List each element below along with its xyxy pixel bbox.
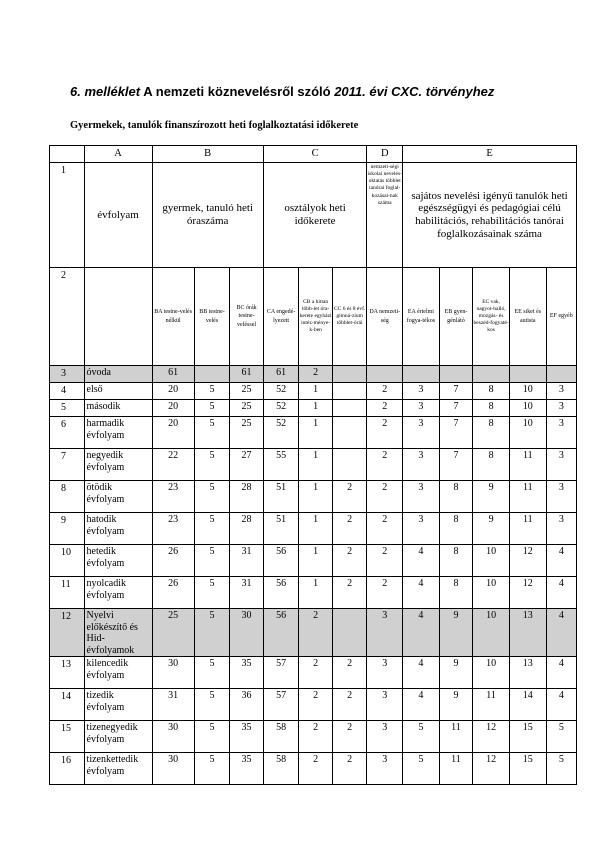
grade-name: hatodik évfolyam <box>84 513 152 545</box>
cell-ef: 3 <box>546 449 576 481</box>
header-row-2 <box>50 268 577 366</box>
cell-cb: 1 <box>299 400 332 417</box>
cell-ee: 11 <box>509 449 546 481</box>
cell-ec: 10 <box>473 545 510 577</box>
row-number: 14 <box>50 689 85 721</box>
cell-cc <box>332 449 367 481</box>
cell-bb: 5 <box>194 609 230 657</box>
header-row-1 <box>50 163 577 268</box>
cell-eb: 7 <box>439 449 472 481</box>
cell-ec: 8 <box>473 449 510 481</box>
cell-ee: 15 <box>509 753 546 785</box>
cell-ef: 3 <box>546 481 576 513</box>
col-letter-d: D <box>367 146 403 163</box>
cell-bc: 25 <box>230 383 263 400</box>
header-evfolyam: évfolyam <box>84 163 152 268</box>
cell-ef: 4 <box>546 657 576 689</box>
row-number: 5 <box>50 400 85 417</box>
grade-name: nyolcadik évfolyam <box>84 577 152 609</box>
grade-name: tizenegyedik évfolyam <box>84 721 152 753</box>
title-law: 2011. évi CXC. törvényhez <box>334 84 495 99</box>
cell-eb: 9 <box>439 657 472 689</box>
cell-ea: 3 <box>403 417 440 449</box>
col-letter-b: B <box>152 146 263 163</box>
table-caption: Gyermekek, tanulók finanszírozott heti foglalkoztatási időkerete <box>70 120 359 131</box>
cell-bb: 5 <box>194 449 230 481</box>
row-number: 12 <box>50 609 85 657</box>
cell-cb: 2 <box>299 753 332 785</box>
cell-bc: 30 <box>230 609 263 657</box>
empty-cell <box>84 268 152 366</box>
cell-ee: 10 <box>509 400 546 417</box>
row-number: 6 <box>50 417 85 449</box>
table-row <box>50 513 577 545</box>
header-ca: CA engedé-lyezett <box>263 268 299 366</box>
cell-ef: 5 <box>546 753 576 785</box>
cell-ef: 4 <box>546 609 576 657</box>
grade-name: tizenkettedik évfolyam <box>84 753 152 785</box>
table-row <box>50 721 577 753</box>
cell-ea: 4 <box>403 577 440 609</box>
row-number: 16 <box>50 753 85 785</box>
cell-ee <box>509 366 546 383</box>
cell-ba: 25 <box>152 609 194 657</box>
cell-ec: 8 <box>473 400 510 417</box>
cell-cc: 2 <box>332 657 367 689</box>
cell-bb: 5 <box>194 513 230 545</box>
cell-eb: 11 <box>439 721 472 753</box>
header-bc: BC órák testne-veléssel <box>230 268 263 366</box>
cell-ee: 12 <box>509 545 546 577</box>
cell-da: 2 <box>367 449 403 481</box>
grade-name: tizedik évfolyam <box>84 689 152 721</box>
header-cb: CB a hittan több-let óra-kerete egyházi intéz-ménye-k-ben <box>299 268 332 366</box>
cell-ea: 4 <box>403 689 440 721</box>
cell-ca: 56 <box>263 545 299 577</box>
cell-ef: 4 <box>546 545 576 577</box>
cell-ee: 15 <box>509 721 546 753</box>
cell-bb: 5 <box>194 481 230 513</box>
cell-ca: 61 <box>263 366 299 383</box>
cell-cb: 1 <box>299 383 332 400</box>
cell-bb: 5 <box>194 721 230 753</box>
cell-bb: 5 <box>194 383 230 400</box>
cell-ef: 4 <box>546 689 576 721</box>
cell-ec: 8 <box>473 417 510 449</box>
cell-bb: 5 <box>194 545 230 577</box>
cell-bb <box>194 366 230 383</box>
cell-da: 2 <box>367 545 403 577</box>
cell-eb: 8 <box>439 577 472 609</box>
cell-cc <box>332 366 367 383</box>
cell-ca: 52 <box>263 400 299 417</box>
header-special-needs: sajátos nevelési igényű tanulók heti egészségügyi és pedagógiai célú habilitációs, rehabilitációs tanórai foglalkozásainak száma <box>403 163 577 268</box>
cell-eb: 7 <box>439 417 472 449</box>
grade-name: harmadik évfolyam <box>84 417 152 449</box>
cell-bc: 31 <box>230 545 263 577</box>
cell-ca: 56 <box>263 577 299 609</box>
cell-cb: 2 <box>299 657 332 689</box>
cell-ef <box>546 366 576 383</box>
cell-ba: 30 <box>152 721 194 753</box>
header-nationality: nemzeti-ségi iskolai nevelés-oktatás többlet tanórai foglal-kozásai-nak száma <box>367 163 403 268</box>
cell-ee: 10 <box>509 383 546 400</box>
cell-ee: 14 <box>509 689 546 721</box>
cell-ba: 23 <box>152 481 194 513</box>
header-ee: EE siket és autista <box>509 268 546 366</box>
header-ef: EF egyéb <box>546 268 576 366</box>
grade-name: első <box>84 383 152 400</box>
header-ba: BA testne-velés nélkül <box>152 268 194 366</box>
cell-ec: 12 <box>473 721 510 753</box>
row-number: 7 <box>50 449 85 481</box>
cell-ee: 11 <box>509 481 546 513</box>
cell-ef: 3 <box>546 400 576 417</box>
cell-ea: 3 <box>403 383 440 400</box>
cell-cb: 2 <box>299 721 332 753</box>
cell-ea: 4 <box>403 657 440 689</box>
header-bb: BB testne-velés <box>194 268 230 366</box>
col-letter-c: C <box>263 146 367 163</box>
cell-cb: 1 <box>299 481 332 513</box>
cell-ba: 20 <box>152 417 194 449</box>
cell-eb: 9 <box>439 609 472 657</box>
cell-ca: 52 <box>263 383 299 400</box>
cell-eb: 11 <box>439 753 472 785</box>
col-letter-e: E <box>403 146 577 163</box>
grade-name: kilencedik évfolyam <box>84 657 152 689</box>
table-row <box>50 609 577 657</box>
cell-bc: 25 <box>230 417 263 449</box>
cell-eb: 8 <box>439 545 472 577</box>
cell-bc: 35 <box>230 657 263 689</box>
cell-eb: 8 <box>439 513 472 545</box>
table-row <box>50 366 577 383</box>
cell-bb: 5 <box>194 400 230 417</box>
cell-da: 3 <box>367 657 403 689</box>
cell-ec: 8 <box>473 383 510 400</box>
cell-cc: 2 <box>332 721 367 753</box>
cell-ba: 30 <box>152 657 194 689</box>
column-letter-row <box>50 146 577 163</box>
col-letter-a: A <box>84 146 152 163</box>
cell-ef: 3 <box>546 383 576 400</box>
cell-ba: 20 <box>152 383 194 400</box>
table-row <box>50 481 577 513</box>
cell-ba: 20 <box>152 400 194 417</box>
cell-ea: 4 <box>403 609 440 657</box>
cell-ee: 10 <box>509 417 546 449</box>
table-row <box>50 689 577 721</box>
cell-ee: 12 <box>509 577 546 609</box>
cell-ea: 4 <box>403 545 440 577</box>
row-number: 8 <box>50 481 85 513</box>
table-row <box>50 417 577 449</box>
cell-ea: 5 <box>403 721 440 753</box>
cell-da: 3 <box>367 689 403 721</box>
cell-bc: 25 <box>230 400 263 417</box>
header-cc: CC 6 és 8 évf. gimná-zium többlet-órái <box>332 268 367 366</box>
cell-da: 3 <box>367 721 403 753</box>
cell-da <box>367 366 403 383</box>
cell-ea: 3 <box>403 481 440 513</box>
cell-cc <box>332 609 367 657</box>
cell-ef: 4 <box>546 577 576 609</box>
header-class-timeframe: osztályok heti időkerete <box>263 163 367 268</box>
cell-ec: 10 <box>473 577 510 609</box>
cell-bb: 5 <box>194 577 230 609</box>
cell-cc: 2 <box>332 513 367 545</box>
row-number: 4 <box>50 383 85 400</box>
cell-cc: 2 <box>332 545 367 577</box>
cell-da: 2 <box>367 417 403 449</box>
header-eb: EB gyen-génlátó <box>439 268 472 366</box>
cell-bc: 28 <box>230 513 263 545</box>
cell-ea <box>403 366 440 383</box>
cell-ca: 51 <box>263 513 299 545</box>
cell-bc: 35 <box>230 753 263 785</box>
cell-ef: 3 <box>546 513 576 545</box>
cell-ca: 56 <box>263 609 299 657</box>
cell-cb: 2 <box>299 366 332 383</box>
cell-bc: 28 <box>230 481 263 513</box>
cell-ca: 52 <box>263 417 299 449</box>
cell-ca: 58 <box>263 721 299 753</box>
row-number: 15 <box>50 721 85 753</box>
cell-ca: 57 <box>263 689 299 721</box>
cell-ee: 13 <box>509 657 546 689</box>
cell-cc <box>332 383 367 400</box>
cell-cb: 1 <box>299 545 332 577</box>
cell-ec: 12 <box>473 753 510 785</box>
table-row <box>50 545 577 577</box>
cell-ba: 31 <box>152 689 194 721</box>
cell-da: 3 <box>367 609 403 657</box>
cell-bb: 5 <box>194 417 230 449</box>
cell-ec <box>473 366 510 383</box>
cell-cb: 1 <box>299 417 332 449</box>
cell-eb <box>439 366 472 383</box>
cell-ba: 23 <box>152 513 194 545</box>
cell-bb: 5 <box>194 657 230 689</box>
cell-ea: 3 <box>403 513 440 545</box>
grade-name: ötödik évfolyam <box>84 481 152 513</box>
cell-ca: 57 <box>263 657 299 689</box>
grade-name: második <box>84 400 152 417</box>
corner-cell <box>50 146 85 163</box>
row-number: 2 <box>50 268 85 366</box>
row-number: 13 <box>50 657 85 689</box>
cell-ec: 11 <box>473 689 510 721</box>
cell-cb: 2 <box>299 609 332 657</box>
table-row <box>50 383 577 400</box>
cell-eb: 9 <box>439 689 472 721</box>
cell-ec: 9 <box>473 481 510 513</box>
grade-name: negyedik évfolyam <box>84 449 152 481</box>
cell-ec: 9 <box>473 513 510 545</box>
cell-eb: 7 <box>439 400 472 417</box>
table-row <box>50 753 577 785</box>
cell-eb: 8 <box>439 481 472 513</box>
cell-ca: 55 <box>263 449 299 481</box>
cell-ee: 13 <box>509 609 546 657</box>
table-row <box>50 657 577 689</box>
cell-cc: 2 <box>332 689 367 721</box>
cell-da: 2 <box>367 513 403 545</box>
table-row <box>50 449 577 481</box>
row-number: 3 <box>50 366 85 383</box>
cell-ef: 3 <box>546 417 576 449</box>
header-da: DA nemzeti-ség <box>367 268 403 366</box>
cell-da: 2 <box>367 383 403 400</box>
cell-ea: 3 <box>403 400 440 417</box>
cell-cc: 2 <box>332 577 367 609</box>
cell-ba: 61 <box>152 366 194 383</box>
cell-ba: 26 <box>152 545 194 577</box>
document-title <box>70 84 494 99</box>
cell-cb: 2 <box>299 689 332 721</box>
cell-bc: 35 <box>230 721 263 753</box>
cell-cc: 2 <box>332 753 367 785</box>
cell-bc: 61 <box>230 366 263 383</box>
title-middle: A nemzeti köznevelésről szóló <box>140 84 335 99</box>
cell-ca: 51 <box>263 481 299 513</box>
cell-bc: 27 <box>230 449 263 481</box>
cell-bb: 5 <box>194 753 230 785</box>
grade-name: óvoda <box>84 366 152 383</box>
cell-ea: 3 <box>403 449 440 481</box>
allocation-table <box>49 145 577 785</box>
cell-ca: 58 <box>263 753 299 785</box>
header-ea: EA értelmi fogya-tékos <box>403 268 440 366</box>
title-annex: 6. melléklet <box>70 84 141 99</box>
cell-cc <box>332 400 367 417</box>
cell-da: 2 <box>367 400 403 417</box>
cell-ee: 11 <box>509 513 546 545</box>
row-number: 9 <box>50 513 85 545</box>
table-row <box>50 577 577 609</box>
grade-name: hetedik évfolyam <box>84 545 152 577</box>
cell-ba: 26 <box>152 577 194 609</box>
cell-cc <box>332 417 367 449</box>
cell-bc: 31 <box>230 577 263 609</box>
cell-cb: 1 <box>299 577 332 609</box>
cell-ba: 30 <box>152 753 194 785</box>
cell-da: 2 <box>367 481 403 513</box>
cell-cb: 1 <box>299 449 332 481</box>
cell-da: 3 <box>367 753 403 785</box>
cell-ea: 5 <box>403 753 440 785</box>
cell-bc: 36 <box>230 689 263 721</box>
cell-da: 2 <box>367 577 403 609</box>
cell-eb: 7 <box>439 383 472 400</box>
cell-ec: 10 <box>473 657 510 689</box>
header-ec: EC vak, nagyot-halló, mozgás- és beszéd-fogyaté-kos <box>473 268 510 366</box>
row-number: 11 <box>50 577 85 609</box>
cell-cc: 2 <box>332 481 367 513</box>
cell-bb: 5 <box>194 689 230 721</box>
row-number: 1 <box>50 163 85 268</box>
cell-ba: 22 <box>152 449 194 481</box>
cell-ec: 10 <box>473 609 510 657</box>
cell-ef: 5 <box>546 721 576 753</box>
grade-name: Nyelvi előkészítő és Hid-évfolyamok <box>84 609 152 657</box>
table-row <box>50 400 577 417</box>
header-weekly-hours: gyermek, tanuló heti óraszáma <box>152 163 263 268</box>
row-number: 10 <box>50 545 85 577</box>
cell-cb: 1 <box>299 513 332 545</box>
